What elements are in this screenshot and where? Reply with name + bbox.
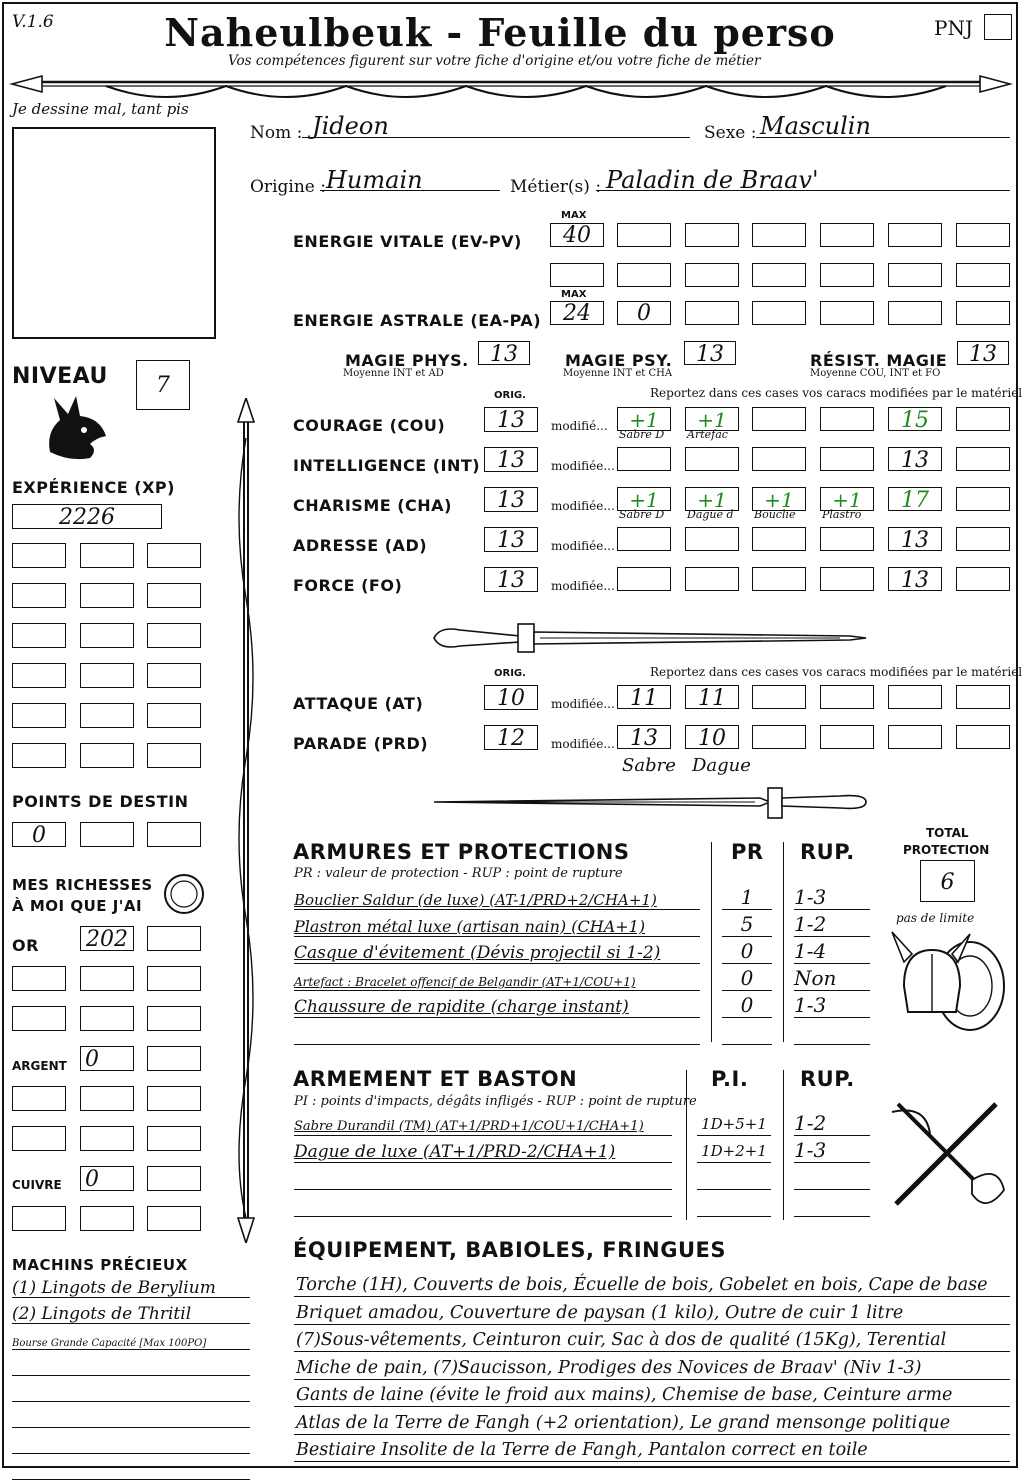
carac-mod-box[interactable] bbox=[820, 407, 874, 431]
combat-orig-label: ORIG. bbox=[494, 668, 526, 679]
armure-pr-line bbox=[722, 1017, 772, 1018]
carac-mod-box[interactable]: +1 bbox=[685, 487, 739, 511]
ev-box[interactable] bbox=[820, 223, 874, 247]
armement-pi-line bbox=[697, 1135, 771, 1136]
armure-line bbox=[294, 990, 700, 991]
armure-line bbox=[294, 909, 700, 910]
version-label: V.1.6 bbox=[12, 12, 54, 32]
armure-rup[interactable]: 1-2 bbox=[794, 912, 827, 936]
precieux-item[interactable]: (2) Lingots de Thritil bbox=[12, 1304, 192, 1324]
ev-box[interactable] bbox=[617, 263, 671, 287]
carac-orig-box[interactable]: 13 bbox=[484, 407, 538, 432]
equipement-line bbox=[294, 1434, 1010, 1435]
xp-box[interactable] bbox=[12, 543, 66, 568]
armure-line bbox=[294, 1017, 700, 1018]
carac-box[interactable] bbox=[956, 407, 1010, 431]
vertical-spear-ornament bbox=[226, 398, 266, 1243]
xp-label: EXPÉRIENCE (XP) bbox=[12, 478, 175, 497]
armure-pr-line bbox=[722, 1044, 772, 1045]
carac-box[interactable] bbox=[956, 447, 1010, 471]
armement-line bbox=[294, 1216, 672, 1217]
magie-phys-note: Moyenne INT et AD bbox=[343, 368, 444, 379]
combat-box[interactable] bbox=[752, 685, 806, 709]
precieux-line bbox=[12, 1427, 250, 1428]
resist-box[interactable]: 13 bbox=[957, 341, 1009, 365]
resist-note: Moyenne COU, INT et FO bbox=[810, 368, 941, 379]
armement-rup-line bbox=[794, 1189, 870, 1190]
combat-label: PARADE (PRD) bbox=[293, 734, 429, 753]
carac-mod-box[interactable] bbox=[752, 447, 806, 471]
armure-item[interactable]: Chaussure de rapidite (charge instant) bbox=[294, 997, 629, 1017]
combat-box[interactable] bbox=[820, 685, 874, 709]
helmet-shield-icon bbox=[890, 926, 1010, 1036]
xp-box[interactable] bbox=[147, 663, 201, 688]
xp-box[interactable] bbox=[147, 743, 201, 768]
armures-col-divider-1 bbox=[711, 842, 712, 1042]
carac-mod-box[interactable] bbox=[685, 447, 739, 471]
equipement-item[interactable]: Bestiaire Insolite de la Terre de Fangh, Pantalon correct en toile bbox=[296, 1440, 868, 1460]
ea-max-label: MAX bbox=[561, 289, 587, 300]
carac-mod-note: Bouclie bbox=[754, 508, 796, 521]
armement-rup[interactable]: 1-3 bbox=[794, 1138, 827, 1162]
carac-mod-box[interactable]: +1 bbox=[617, 407, 671, 431]
precieux-item[interactable]: Bourse Grande Capacité [Max 100PO] bbox=[12, 1338, 207, 1349]
caracs-orig-label: ORIG. bbox=[494, 390, 526, 401]
carac-orig-box[interactable]: 13 bbox=[484, 487, 538, 512]
equipement-item[interactable]: Miche de pain, (7)Saucisson, Prodiges des Novices de Braav' (Niv 1-3) bbox=[296, 1357, 922, 1378]
armures-col-divider-2 bbox=[783, 842, 784, 1042]
carac-mod-box[interactable]: +1 bbox=[820, 487, 874, 511]
ev-box[interactable] bbox=[956, 223, 1010, 247]
armure-line bbox=[294, 963, 700, 964]
combat-box[interactable]: 11 bbox=[685, 685, 739, 709]
money-box[interactable] bbox=[80, 1126, 134, 1151]
ev-box[interactable] bbox=[685, 263, 739, 287]
ev-box[interactable] bbox=[617, 223, 671, 247]
armement-title: ARMEMENT ET BASTON bbox=[293, 1067, 578, 1091]
carac-mod-box[interactable] bbox=[752, 407, 806, 431]
ev-box[interactable] bbox=[888, 223, 942, 247]
metier-field[interactable]: Paladin de Braav' bbox=[606, 166, 819, 194]
armure-item[interactable]: Bouclier Saldur (de luxe) (AT-1/PRD+2/CHA+1) bbox=[294, 891, 657, 909]
money-box[interactable] bbox=[80, 1006, 134, 1031]
xp-box[interactable] bbox=[147, 583, 201, 608]
ea-box[interactable] bbox=[820, 301, 874, 325]
carac-mod-box[interactable]: +1 bbox=[752, 487, 806, 511]
combat-modified-label: modifiée... bbox=[551, 737, 615, 751]
armure-pr[interactable]: 0 bbox=[740, 939, 754, 963]
money-box[interactable] bbox=[147, 1206, 201, 1231]
carac-mod-box[interactable] bbox=[685, 567, 739, 591]
sexe-label: Sexe : bbox=[704, 123, 757, 143]
page-subtitle: Vos compétences figurent sur votre fiche d'origine et/ou votre fiche de métier bbox=[228, 53, 761, 69]
cuivre-box[interactable]: 0 bbox=[80, 1166, 134, 1191]
armure-pr[interactable]: 1 bbox=[740, 885, 754, 909]
equipement-item[interactable]: (7)Sous-vêtements, Ceinturon cuir, Sac à dos de qualité (15Kg), Terential bbox=[296, 1330, 947, 1350]
armement-item[interactable]: Dague de luxe (AT+1/PRD-2/CHA+1) bbox=[294, 1142, 616, 1162]
armure-pr-line bbox=[722, 909, 772, 910]
armure-rup-line bbox=[794, 909, 870, 910]
carac-box[interactable] bbox=[956, 567, 1010, 591]
precieux-line bbox=[12, 1401, 250, 1402]
armure-rup[interactable]: 1-3 bbox=[794, 993, 827, 1017]
pnj-label: PNJ bbox=[934, 16, 973, 40]
carac-label: FORCE (FO) bbox=[293, 576, 403, 595]
destin-box-3[interactable] bbox=[147, 822, 201, 847]
page-title: Naheulbeuk - Feuille du perso bbox=[164, 10, 836, 55]
money-box[interactable] bbox=[147, 1006, 201, 1031]
carac-final-box[interactable]: 13 bbox=[888, 567, 942, 591]
armure-pr[interactable]: 0 bbox=[740, 966, 754, 990]
carac-label: ADRESSE (AD) bbox=[293, 536, 428, 555]
ea-box[interactable] bbox=[888, 301, 942, 325]
armement-line bbox=[294, 1162, 672, 1163]
combat-orig-box[interactable]: 10 bbox=[484, 685, 538, 710]
money-box[interactable] bbox=[80, 1086, 134, 1111]
ea-label: ENERGIE ASTRALE (EA-PA) bbox=[293, 311, 542, 330]
armure-rup-line bbox=[794, 1017, 870, 1018]
equipement-title: ÉQUIPEMENT, BABIOLES, FRINGUES bbox=[293, 1238, 726, 1262]
carac-mod-box[interactable] bbox=[617, 527, 671, 551]
carac-orig-box[interactable]: 13 bbox=[484, 567, 538, 592]
armement-pi-line bbox=[697, 1189, 771, 1190]
carac-mod-note: Sabre D bbox=[619, 508, 665, 521]
armement-col-divider-2 bbox=[783, 1070, 784, 1220]
carac-final-box[interactable]: 15 bbox=[888, 407, 942, 431]
combat-box[interactable] bbox=[956, 685, 1010, 709]
armure-line bbox=[294, 1044, 700, 1045]
carac-final-box[interactable]: 17 bbox=[888, 487, 942, 511]
cuivre-label: CUIVRE bbox=[12, 1178, 62, 1192]
equipement-line bbox=[294, 1379, 1010, 1380]
xp-box[interactable] bbox=[12, 703, 66, 728]
armement-col-divider-1 bbox=[686, 1070, 687, 1220]
armure-rup-line bbox=[794, 936, 870, 937]
armement-line bbox=[294, 1135, 672, 1136]
total-protection-box[interactable]: 6 bbox=[920, 860, 975, 902]
sexe-field[interactable]: Masculin bbox=[760, 112, 871, 140]
armement-pi[interactable]: 1D+5+1 bbox=[701, 1115, 767, 1133]
dragon-head-icon bbox=[40, 392, 110, 464]
sword-ornament-icon bbox=[430, 614, 870, 660]
armement-pi-header: P.I. bbox=[711, 1067, 749, 1091]
xp-box[interactable] bbox=[12, 583, 66, 608]
carac-mod-box[interactable] bbox=[820, 447, 874, 471]
carac-mod-note: Sabre D bbox=[619, 428, 665, 441]
carac-label: CHARISME (CHA) bbox=[293, 496, 452, 515]
carac-label: INTELLIGENCE (INT) bbox=[293, 456, 481, 475]
ea-box[interactable] bbox=[752, 301, 806, 325]
equipement-line bbox=[294, 1296, 1010, 1297]
armement-pi-line bbox=[697, 1216, 771, 1217]
combat-box[interactable] bbox=[888, 725, 942, 749]
carac-mod-box[interactable] bbox=[617, 567, 671, 591]
combat-box[interactable] bbox=[820, 725, 874, 749]
cuivre-box[interactable] bbox=[147, 1166, 201, 1191]
precieux-line bbox=[12, 1453, 250, 1454]
carac-mod-box[interactable] bbox=[685, 527, 739, 551]
armure-item[interactable]: Artefact : Bracelet offencif de Belgandir (AT+1/COU+1) bbox=[294, 975, 636, 989]
armures-rup-header: RUP. bbox=[800, 840, 855, 864]
armure-rup[interactable]: 1-3 bbox=[794, 885, 827, 909]
money-box[interactable] bbox=[147, 1126, 201, 1151]
coin-icon bbox=[162, 872, 206, 916]
carac-orig-box[interactable]: 13 bbox=[484, 447, 538, 472]
destin-label: POINTS DE DESTIN bbox=[12, 792, 189, 811]
nom-field[interactable]: Jideon bbox=[312, 112, 389, 140]
precieux-item[interactable]: (1) Lingots de Berylium bbox=[12, 1278, 216, 1298]
total-label: TOTAL bbox=[926, 826, 969, 840]
armement-rup-line bbox=[794, 1135, 870, 1136]
armure-rup-line bbox=[794, 963, 870, 964]
equipement-line bbox=[294, 1324, 1010, 1325]
xp-box[interactable] bbox=[12, 743, 66, 768]
xp-box[interactable] bbox=[80, 543, 134, 568]
xp-box[interactable] bbox=[80, 623, 134, 648]
armure-item[interactable]: Plastron métal luxe (artisan nain) (CHA+1) bbox=[294, 917, 646, 936]
armure-rup-line bbox=[794, 1044, 870, 1045]
argent-box[interactable] bbox=[147, 1046, 201, 1071]
armures-title: ARMURES ET PROTECTIONS bbox=[293, 840, 630, 864]
ev-label: ENERGIE VITALE (EV-PV) bbox=[293, 232, 522, 251]
caracs-report-note: Reportez dans ces cases vos caracs modifiées par le matériel bbox=[650, 386, 1023, 400]
combat-box[interactable] bbox=[956, 725, 1010, 749]
carac-mod-box[interactable] bbox=[820, 527, 874, 551]
portrait-frame[interactable] bbox=[12, 127, 216, 339]
combat-box[interactable]: 10 bbox=[685, 725, 739, 749]
armure-pr-line bbox=[722, 963, 772, 964]
protection-label: PROTECTION bbox=[903, 843, 990, 857]
xp-box[interactable]: 2226 bbox=[12, 504, 162, 529]
precieux-line bbox=[12, 1349, 250, 1350]
armement-pi[interactable]: 1D+2+1 bbox=[701, 1142, 767, 1160]
argent-label: ARGENT bbox=[12, 1059, 67, 1073]
money-box[interactable] bbox=[12, 1086, 66, 1111]
equipement-item[interactable]: Briquet amadou, Couverture de paysan (1 kilo), Outre de cuir 1 litre bbox=[296, 1302, 904, 1323]
combat-box[interactable] bbox=[752, 725, 806, 749]
magie-phys-label: MAGIE PHYS. bbox=[345, 351, 469, 370]
carac-mod-box[interactable] bbox=[820, 567, 874, 591]
ev-box[interactable] bbox=[752, 263, 806, 287]
armement-item[interactable]: Sabre Durandil (TM) (AT+1/PRD+1/COU+1/CHA+1) bbox=[294, 1119, 644, 1134]
metier-label: Métier(s) : bbox=[510, 177, 602, 197]
armure-item[interactable]: Casque d'évitement (Dévis projectil si 1-2) bbox=[294, 943, 661, 963]
precieux-line bbox=[12, 1375, 250, 1376]
niveau-label: NIVEAU bbox=[12, 364, 108, 389]
armure-rup[interactable]: 1-4 bbox=[794, 939, 827, 963]
equipement-item[interactable]: Atlas de la Terre de Fangh (+2 orientation), Le grand mensonge politique bbox=[296, 1412, 951, 1433]
ev-box[interactable] bbox=[685, 223, 739, 247]
xp-box[interactable] bbox=[80, 743, 134, 768]
carac-mod-box[interactable] bbox=[617, 447, 671, 471]
combat-label: ATTAQUE (AT) bbox=[293, 694, 424, 713]
carac-mod-box[interactable] bbox=[752, 527, 806, 551]
carac-mod-note: Dague d bbox=[687, 508, 734, 521]
ea-max-box[interactable]: 24 bbox=[550, 301, 604, 325]
armement-pi-line bbox=[697, 1162, 771, 1163]
combat-note-dague: Dague bbox=[692, 755, 751, 776]
armures-note: PR : valeur de protection - RUP : point de rupture bbox=[294, 866, 623, 881]
carac-modified-label: modifiée... bbox=[551, 499, 615, 513]
armure-rup-line bbox=[794, 990, 870, 991]
armement-note: PI : points d'impacts, dégâts infligés - RUP : point de rupture bbox=[294, 1094, 697, 1109]
armure-pr-line bbox=[722, 936, 772, 937]
armure-pr[interactable]: 0 bbox=[740, 993, 754, 1017]
equipement-item[interactable]: Gants de laine (évite le froid aux mains), Chemise de base, Ceinture arme bbox=[296, 1385, 953, 1405]
money-box[interactable] bbox=[147, 1086, 201, 1111]
armement-rup-line bbox=[794, 1162, 870, 1163]
ea-box[interactable] bbox=[685, 301, 739, 325]
carac-modified-label: modifiée... bbox=[551, 459, 615, 473]
resist-label: RÉSIST. MAGIE bbox=[810, 351, 948, 370]
or-box[interactable]: 202 bbox=[80, 926, 134, 951]
ev-max-label: MAX bbox=[561, 210, 587, 221]
carac-mod-note: Artefac bbox=[687, 428, 728, 441]
carac-mod-note: Plastro bbox=[822, 508, 862, 521]
combat-orig-box[interactable]: 12 bbox=[484, 725, 538, 750]
armures-pr-header: PR bbox=[731, 840, 764, 864]
xp-box[interactable] bbox=[80, 583, 134, 608]
carac-modified-label: modifiée... bbox=[551, 539, 615, 553]
carac-final-box[interactable]: 13 bbox=[888, 447, 942, 471]
destin-box[interactable]: 0 bbox=[12, 822, 66, 847]
combat-box[interactable] bbox=[888, 685, 942, 709]
equipement-line bbox=[294, 1351, 1010, 1352]
carac-label: COURAGE (COU) bbox=[293, 416, 446, 435]
combat-note-sabre: Sabre bbox=[622, 755, 676, 776]
richesses-label-2: À MOI QUE J'AI bbox=[12, 897, 143, 915]
ev-box[interactable] bbox=[820, 263, 874, 287]
richesses-label: MES RICHESSES bbox=[12, 876, 153, 894]
combat-report-note: Reportez dans ces cases vos caracs modifiées par le matériel bbox=[650, 665, 1023, 679]
carac-modified-label: modifiée... bbox=[551, 579, 615, 593]
limit-note: pas de limite bbox=[896, 911, 975, 925]
xp-box[interactable] bbox=[147, 543, 201, 568]
xp-box[interactable] bbox=[12, 623, 66, 648]
crossed-weapons-icon bbox=[886, 1094, 1010, 1214]
carac-modified-label: modifié... bbox=[551, 419, 608, 433]
equipement-item[interactable]: Torche (1H), Couverts de bois, Écuelle de bois, Gobelet en bois, Cape de base bbox=[296, 1275, 988, 1295]
armement-rup-line bbox=[794, 1216, 870, 1217]
ev-box[interactable] bbox=[752, 223, 806, 247]
magie-psy-label: MAGIE PSY. bbox=[565, 351, 673, 370]
ev-max-box[interactable]: 40 bbox=[550, 223, 604, 247]
combat-box[interactable]: 13 bbox=[617, 725, 671, 749]
destin-box-2[interactable] bbox=[80, 822, 134, 847]
money-box[interactable] bbox=[12, 966, 66, 991]
ev-box[interactable] bbox=[550, 263, 604, 287]
carac-mod-box[interactable]: +1 bbox=[685, 407, 739, 431]
xp-box[interactable] bbox=[80, 663, 134, 688]
armement-rup[interactable]: 1-2 bbox=[794, 1111, 827, 1135]
armement-rup-header: RUP. bbox=[800, 1067, 855, 1091]
ea-current-box[interactable]: 0 bbox=[617, 301, 671, 325]
carac-box[interactable] bbox=[956, 527, 1010, 551]
ea-box[interactable] bbox=[956, 301, 1010, 325]
carac-final-box[interactable]: 13 bbox=[888, 527, 942, 551]
argent-box[interactable]: 0 bbox=[80, 1046, 134, 1071]
nom-label: Nom : bbox=[250, 123, 303, 143]
ev-box[interactable] bbox=[956, 263, 1010, 287]
money-box[interactable] bbox=[147, 966, 201, 991]
xp-box[interactable] bbox=[80, 703, 134, 728]
precieux-label: MACHINS PRÉCIEUX bbox=[12, 1256, 188, 1274]
xp-box[interactable] bbox=[147, 703, 201, 728]
money-box[interactable] bbox=[80, 1206, 134, 1231]
xp-box[interactable] bbox=[147, 623, 201, 648]
money-box[interactable] bbox=[12, 1006, 66, 1031]
carac-mod-box[interactable] bbox=[752, 567, 806, 591]
armure-rup[interactable]: Non bbox=[794, 966, 837, 990]
magie-phys-box[interactable]: 13 bbox=[478, 341, 530, 365]
equipement-line bbox=[294, 1406, 1010, 1407]
combat-box[interactable]: 11 bbox=[617, 685, 671, 709]
money-box[interactable] bbox=[80, 966, 134, 991]
magie-psy-note: Moyenne INT et CHA bbox=[563, 368, 673, 379]
carac-mod-box[interactable]: +1 bbox=[617, 487, 671, 511]
armure-line bbox=[294, 936, 700, 937]
money-box[interactable] bbox=[12, 1126, 66, 1151]
money-box[interactable] bbox=[12, 1206, 66, 1231]
origine-field[interactable]: Humain bbox=[326, 166, 423, 194]
equipement-line bbox=[294, 1461, 1010, 1462]
or-box[interactable] bbox=[147, 926, 201, 951]
niveau-box[interactable]: 7 bbox=[136, 360, 190, 410]
armement-line bbox=[294, 1189, 672, 1190]
ev-box[interactable] bbox=[888, 263, 942, 287]
armure-pr[interactable]: 5 bbox=[740, 912, 754, 936]
sword-ornament-2-icon bbox=[430, 780, 870, 826]
or-label: OR bbox=[12, 936, 39, 955]
combat-modified-label: modifiée... bbox=[551, 697, 615, 711]
xp-box[interactable] bbox=[12, 663, 66, 688]
carac-orig-box[interactable]: 13 bbox=[484, 527, 538, 552]
portrait-caption: Je dessine mal, tant pis bbox=[12, 100, 189, 118]
pnj-checkbox[interactable] bbox=[984, 14, 1012, 40]
origine-label: Origine : bbox=[250, 177, 326, 197]
carac-box[interactable] bbox=[956, 487, 1010, 511]
armure-pr-line bbox=[722, 990, 772, 991]
magie-psy-box[interactable]: 13 bbox=[684, 341, 736, 365]
